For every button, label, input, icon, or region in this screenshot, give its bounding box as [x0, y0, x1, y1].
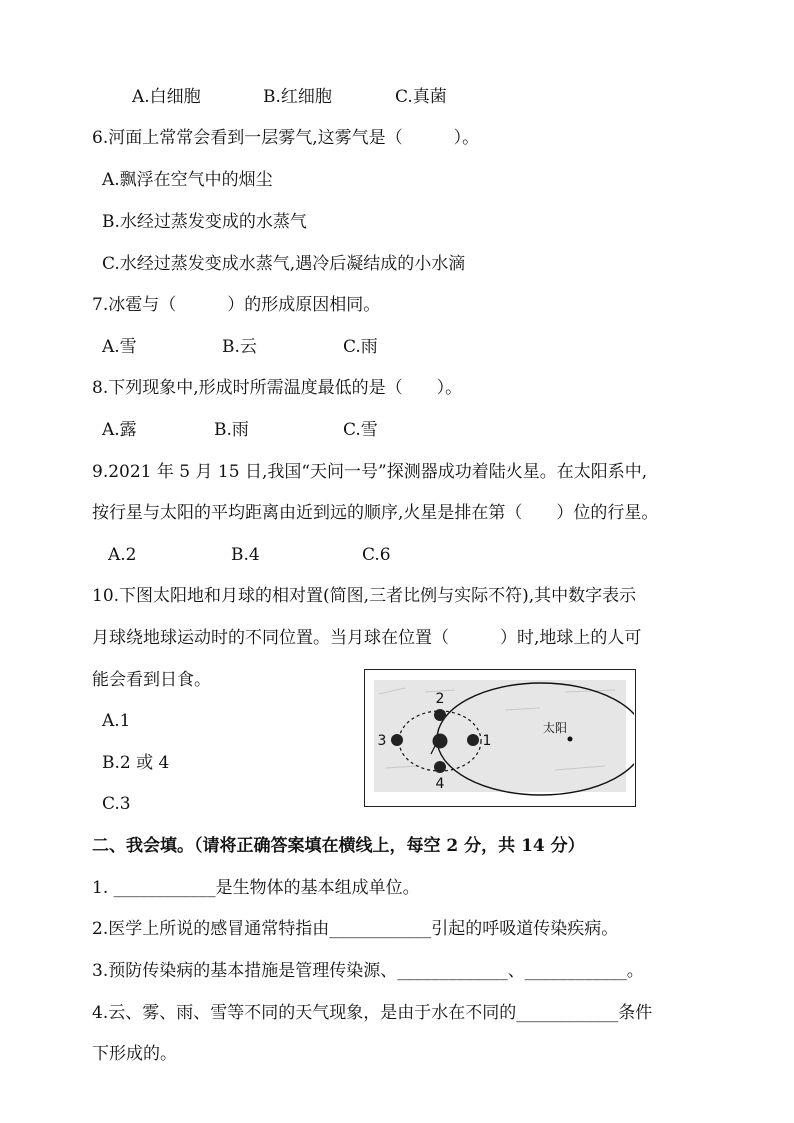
- position-label-1: 1: [482, 733, 492, 749]
- q8-option-b[interactable]: B.雨: [214, 420, 249, 440]
- q7-option-c[interactable]: C.雨: [343, 337, 378, 357]
- orbit-diagram: [364, 669, 636, 807]
- position-label-3: 3: [377, 733, 387, 749]
- q5-option-a[interactable]: A.白细胞: [132, 87, 201, 107]
- q9-option-a[interactable]: A.2: [108, 545, 137, 565]
- q10-option-a[interactable]: A.1: [102, 711, 131, 731]
- q9-stem-line1: 9.2021 年 5 月 15 日,我国“天问一号”探测器成功着陆火星。在太阳系中,: [92, 462, 648, 482]
- orbit-diagram-svg: [365, 670, 634, 805]
- q8-option-c[interactable]: C.雪: [343, 420, 378, 440]
- q6-option-c[interactable]: C.水经过蒸发变成水蒸气,遇冷后凝结成的小水滴: [102, 254, 466, 274]
- q10-stem-line1: 10.下图太阳地和月球的相对置(简图,三者比例与实际不符),其中数字表示: [92, 586, 637, 606]
- q10-stem-line2: 月球绕地球运动时的不同位置。当月球在位置（ ）时,地球上的人可: [92, 628, 642, 648]
- q5-option-c[interactable]: C.真菌: [395, 87, 447, 107]
- moon-position-1[interactable]: [467, 734, 479, 746]
- q7-stem: 7.冰雹与（ ）的形成原因相同。: [92, 295, 381, 315]
- q10-option-b[interactable]: B.2 或 4: [102, 753, 170, 773]
- section2-heading: 二、我会填。（请将正确答案填在横线上，每空 2 分，共 14 分）: [92, 836, 585, 856]
- diagram-background: [374, 680, 626, 792]
- sun-label: 太阳: [542, 721, 568, 735]
- moon-position-3[interactable]: [391, 734, 403, 746]
- fill-item-2[interactable]: 2.医学上所说的感冒通常特指由____________引起的呼吸道传染疾病。: [92, 919, 619, 939]
- q10-stem-line3: 能会看到日食。: [92, 670, 211, 690]
- q9-option-c[interactable]: C.6: [362, 545, 391, 565]
- position-label-4: 4: [435, 776, 445, 792]
- q10-option-c[interactable]: C.3: [102, 794, 131, 814]
- q5-option-b[interactable]: B.红细胞: [263, 87, 332, 107]
- moon-position-4[interactable]: [434, 761, 446, 773]
- fill-item-4-cont: 下形成的。: [92, 1044, 177, 1064]
- q6-option-a[interactable]: A.飘浮在空气中的烟尘: [102, 170, 273, 190]
- fill-item-4[interactable]: 4.云、雾、雨、雪等不同的天气现象，是由于水在不同的____________条件: [92, 1003, 653, 1023]
- q6-stem: 6.河面上常常会看到一层雾气,这雾气是（ ）。: [92, 128, 480, 148]
- position-label-2: 2: [435, 691, 445, 707]
- fill-item-3[interactable]: 3.预防传染病的基本措施是管理传染源、_____________、____________。: [92, 961, 644, 981]
- fill-item-1[interactable]: 1. ____________是生物体的基本组成单位。: [92, 878, 420, 898]
- q9-option-b[interactable]: B.4: [231, 545, 260, 565]
- q8-stem: 8.下列现象中,形成时所需温度最低的是（ ）。: [92, 378, 463, 398]
- sun-dot: [568, 737, 573, 742]
- q8-option-a[interactable]: A.露: [102, 420, 137, 440]
- q7-option-a[interactable]: A.雪: [102, 337, 137, 357]
- q6-option-b[interactable]: B.水经过蒸发变成的水蒸气: [102, 212, 307, 232]
- q9-stem-line2: 按行星与太阳的平均距离由近到远的顺序,火星是排在第（ ）位的行星。: [92, 503, 659, 523]
- q7-option-b[interactable]: B.云: [222, 337, 257, 357]
- moon-position-2[interactable]: [434, 709, 446, 721]
